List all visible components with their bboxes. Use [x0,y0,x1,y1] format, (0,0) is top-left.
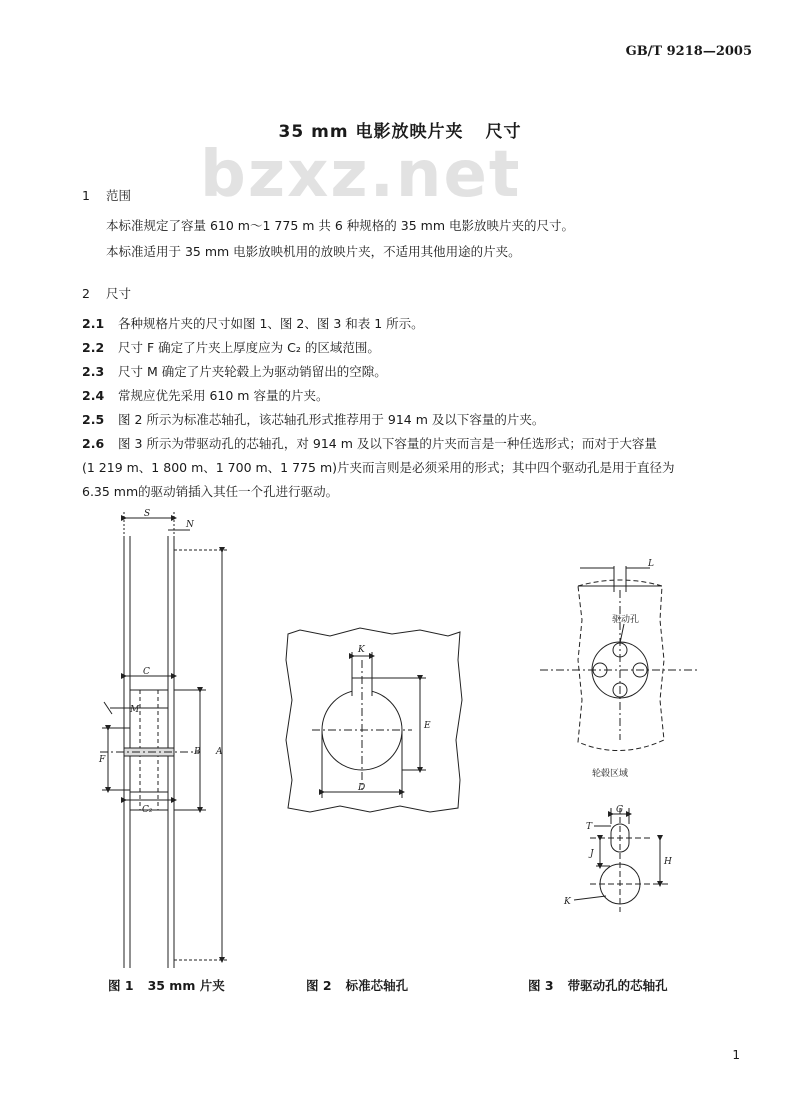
clause-number: 2.6 [82,436,105,451]
dim-label-s: S [144,509,151,519]
figure-1-caption [108,976,225,994]
section-title: 尺寸 [106,286,132,301]
dim-label-k-fig3: K [564,897,571,907]
dim-label-t: T [586,822,593,832]
dim-label-h: H [664,857,672,867]
clause-number: 2.2 [82,340,105,355]
figure-3-caption [528,976,668,994]
dim-label-d: D [358,783,366,793]
clause-number: 2.3 [82,364,105,379]
standard-number: GB/T 9218—2005 [625,44,752,59]
dim-label-k: K [358,645,365,655]
clause-text: 尺寸 F 确定了片夹上厚度应为 C₂ 的区域范围。 [118,340,380,355]
section-1-paragraph-1: 本标准规定了容量 610 m～1 775 m 共 6 种规格的 35 mm 电影放映片夹的尺寸。 [106,218,574,233]
dim-label-b: B [194,747,201,757]
dim-label-c2: C₂ [142,805,153,815]
page-number: 1 [732,1048,740,1062]
caption-text: 35 mm 片夹 [147,978,225,993]
caption-number: 图 2 [306,978,332,993]
dim-label-n: N [186,520,194,530]
clause-number: 2.5 [82,412,105,427]
caption-text: 标准芯轴孔 [345,978,409,993]
clause-text: 各种规格片夹的尺寸如图 1、图 2、图 3 和表 1 所示。 [118,316,424,331]
clause-2-6-line-2: (1 219 m、1 800 m、1 700 m、1 775 m)片夹而言则是必须采用的形式；其中四个驱动孔是用于直径为 [82,460,675,475]
caption-number: 图 3 [528,978,554,993]
clause-text: 常规应优先采用 610 m 容量的片夹。 [118,388,329,403]
dim-label-m: M [130,705,140,715]
section-title: 范围 [106,188,132,203]
figure-2-caption [306,976,408,994]
figure-2-spindle-hole [286,628,462,812]
clause-text: 图 2 所示为标准芯轴孔，该芯轴孔形式推荐用于 914 m 及以下容量的片夹。 [118,412,545,427]
dim-label-c: C [143,667,150,677]
caption-number: 图 1 [108,978,134,993]
label-drive-hole: 驱动孔 [612,615,640,625]
dim-label-f: F [99,755,106,765]
section-number: 1 [82,188,90,203]
clause-2-6-line-3: 6.35 mm的驱动销插入其任一个孔进行驱动。 [82,484,339,499]
dim-label-g: G [616,805,624,815]
dim-label-j: J [590,849,594,859]
watermark-text: bzxz.net [200,138,522,212]
title-sub: 尺寸 [485,122,522,142]
figure-1-reel [100,512,228,968]
section-number: 2 [82,286,90,301]
title-main: 35 mm 电影放映片夹 [278,122,464,142]
dim-label-e: E [424,721,431,731]
clause-number: 2.4 [82,388,105,403]
dim-label-l: L [648,559,654,569]
section-1-paragraph-2: 本标准适用于 35 mm 电影放映机用的放映片夹，不适用其他用途的片夹。 [106,244,521,259]
dim-label-a: A [216,747,223,757]
clause-text-line-1: 图 3 所示为带驱动孔的芯轴孔，对 914 m 及以下容量的片夹而言是一种任选形式；而对于大容量 [118,436,657,451]
label-hub-area: 轮毂区域 [592,769,629,779]
clause-text: 尺寸 M 确定了片夹轮毂上为驱动销留出的空隙。 [118,364,387,379]
caption-text: 带驱动孔的芯轴孔 [567,978,668,993]
clause-number: 2.1 [82,316,105,331]
